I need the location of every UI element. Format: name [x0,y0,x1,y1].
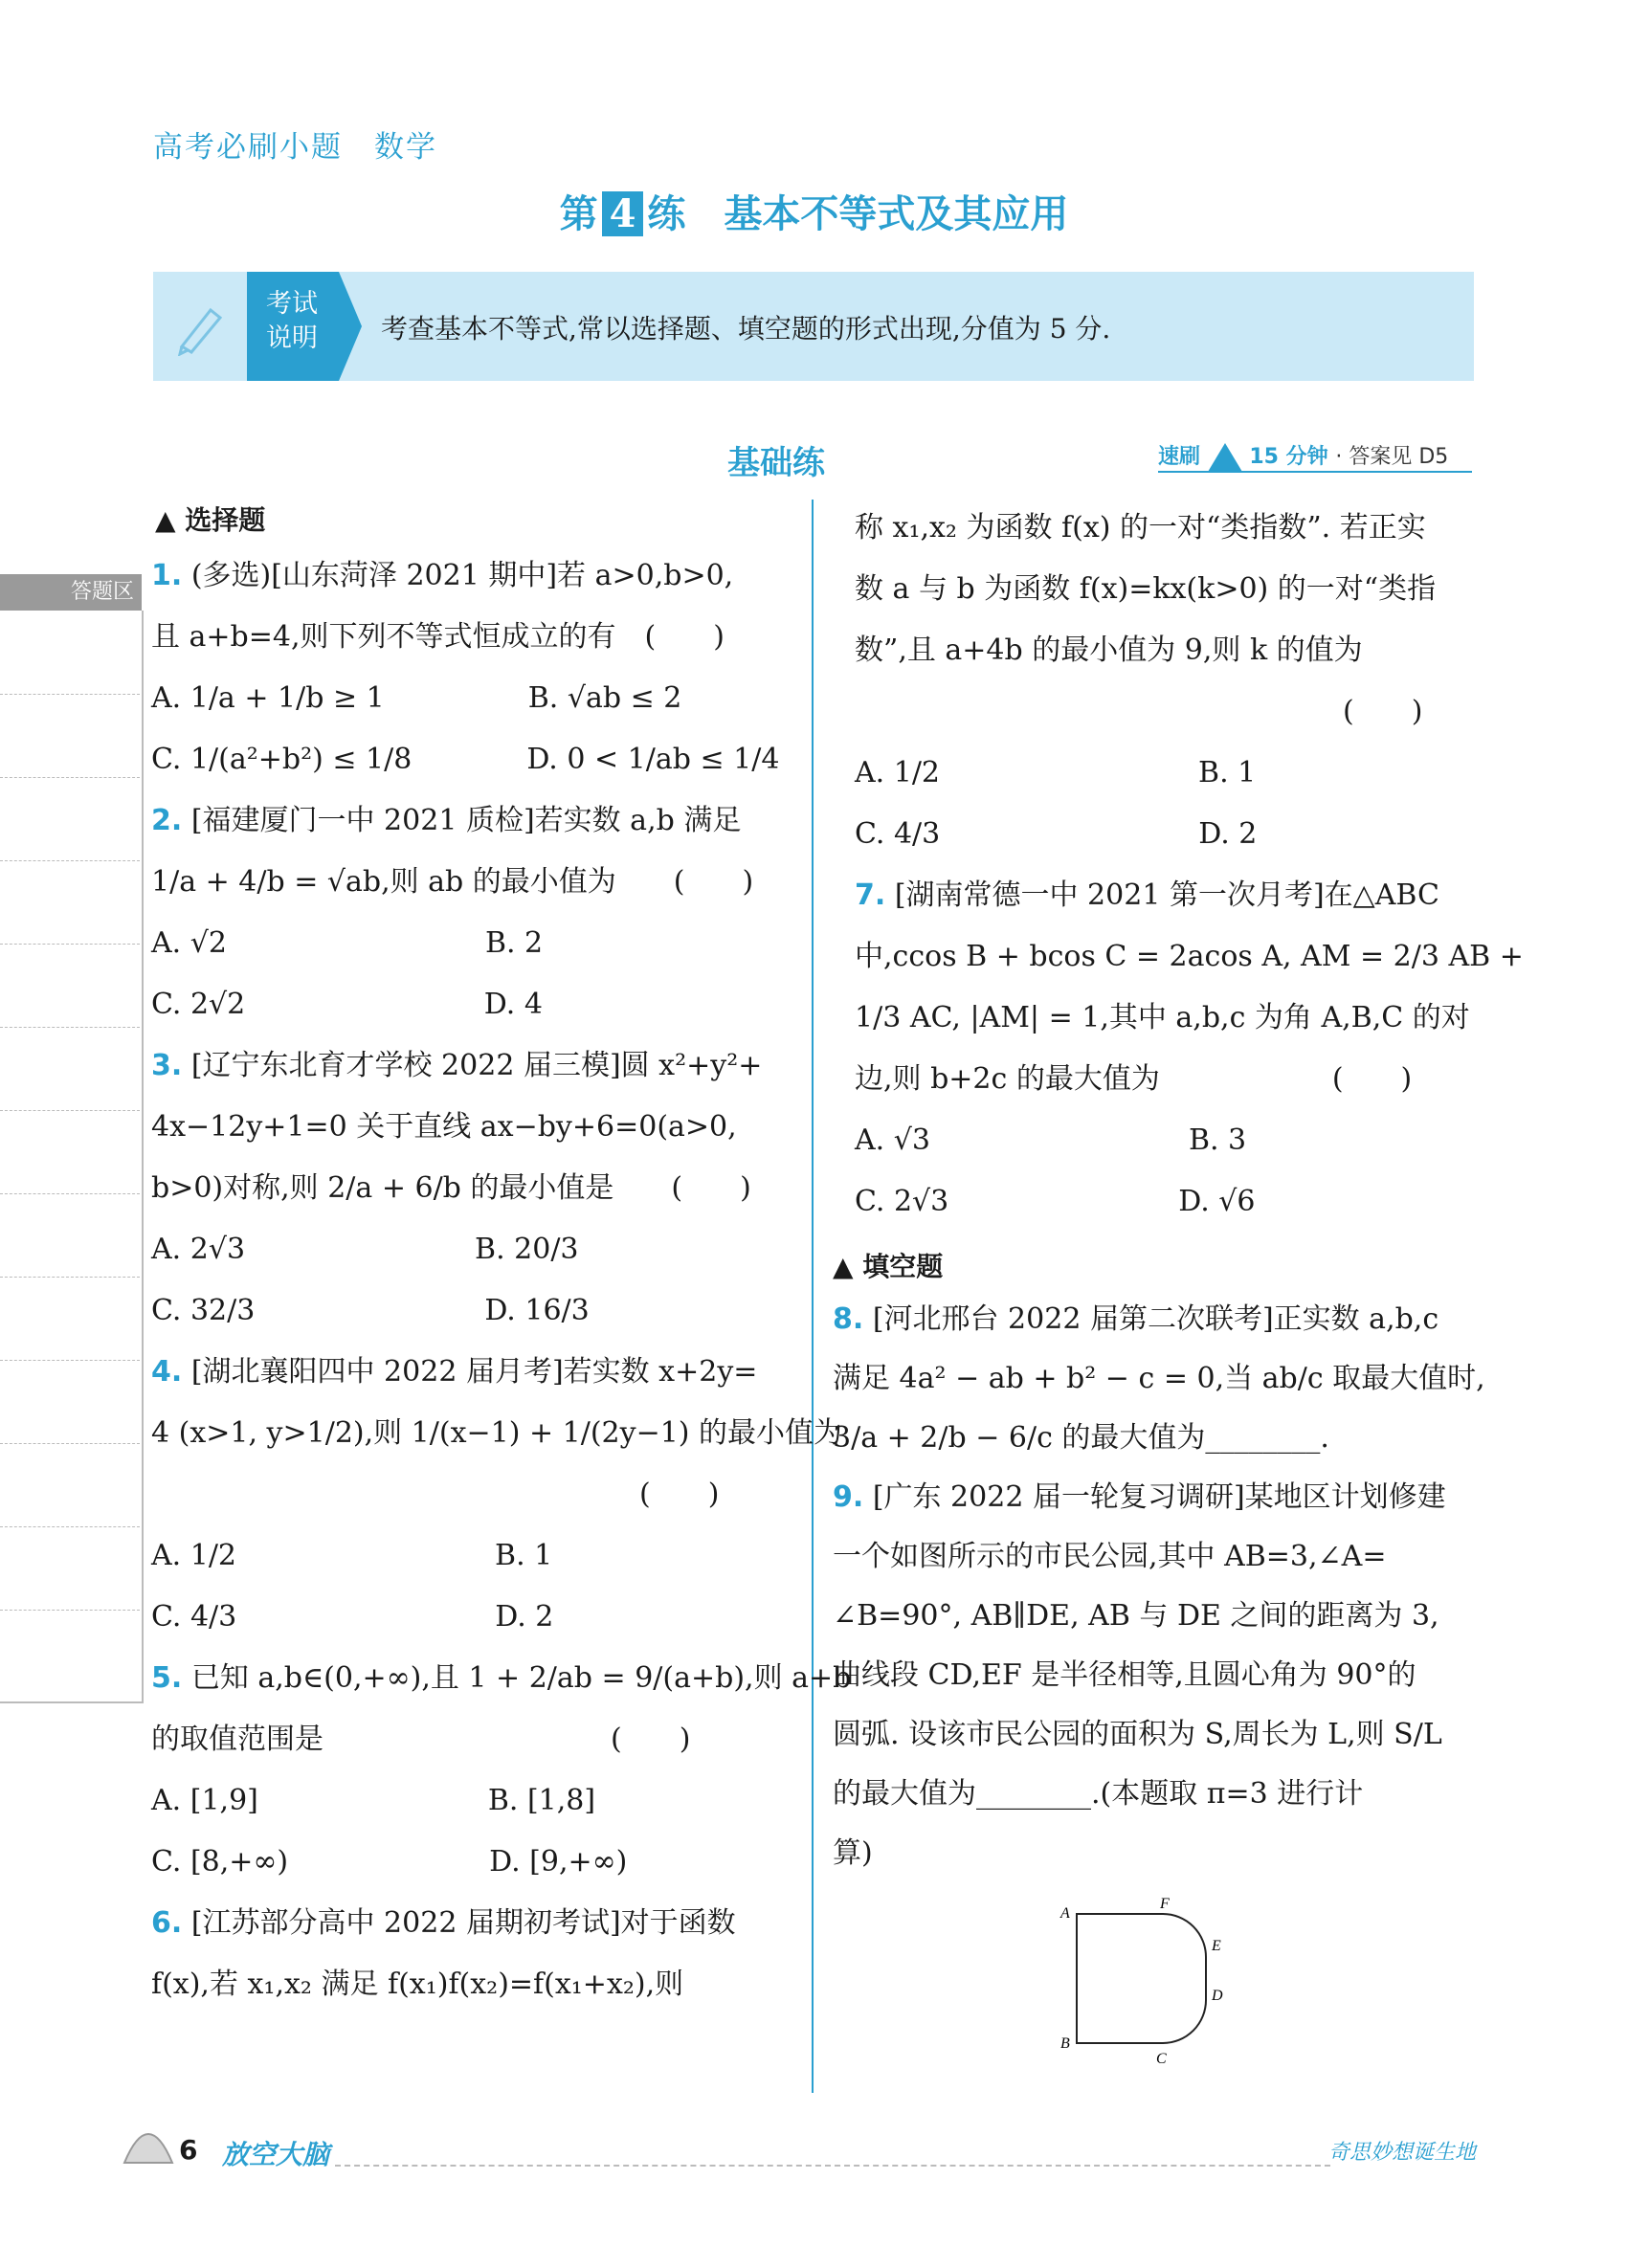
question-text: 曲线段 CD,EF 是半径相等,且圆心角为 90°的 [833,1658,1416,1692]
question-text: A. √2 B. 2 [151,926,544,960]
question-line [151,545,797,607]
question-line [151,1035,797,1097]
question-line [855,559,1467,620]
question-line [151,1403,843,1464]
speed-badge [1158,440,1448,472]
title-text: 练 基本不等式及其应用 [647,191,1069,236]
series-title: 高考必刷小题 数学 [153,130,437,165]
question-line [833,1290,1469,1349]
question-line [833,1705,1469,1765]
question-text: A. √3 B. 3 [855,1123,1247,1157]
question-text: 且 a+b=4,则下列不等式恒成立的有 ( ) [151,620,725,654]
speed-underline [1158,471,1472,473]
question-text: 数 a 与 b 为函数 f(x)=kx(k>0) 的一对“类指 [855,572,1437,606]
answer-area[interactable] [0,611,144,1703]
question-line [855,926,1524,988]
question-line [151,1097,797,1158]
question-line [151,1954,797,2015]
question-text: A. 1/2 B. 1 [151,1539,553,1572]
question-line [151,1280,797,1342]
mascot-icon [115,2105,182,2172]
figure-label-d: D [1212,1988,1223,2004]
page-title [0,184,1628,238]
question-text: C. [8,+∞) D. [9,+∞) [151,1845,628,1879]
question-text: 边,则 b+2c 的最大值为 ( ) [855,1062,1413,1096]
question-line [151,1342,797,1403]
speed-minutes: 15 [1249,445,1279,469]
fill-heading [833,1246,943,1284]
question-line [151,729,797,790]
question-line [151,1709,797,1770]
title-prefix: 第 [559,191,598,236]
question-text: 1/3 AC, |AM| = 1,其中 a,b,c 为角 A,B,C 的对 [855,1001,1470,1034]
question-line [151,790,797,852]
question-line [151,668,797,729]
question-text: 4 (x>1, y>1/2),则 1/(x−1) + 1/(2y−1) 的最小值为 [151,1416,843,1450]
footer-brand: 放空大脑 [222,2139,330,2170]
question-text: A. 2√3 B. 20/3 [151,1233,579,1266]
question-text: f(x),若 x₁,x₂ 满足 f(x₁)f(x₂)=f(x₁+x₂),则 [151,1968,684,2001]
question-line [151,1464,797,1525]
question-line [833,1646,1469,1705]
figure-label-b: B [1060,2035,1070,2052]
banner-label: 考试说明 [266,289,318,353]
question-text: [福建厦门一中 2021 质检]若实数 a,b 满足 [182,804,742,837]
answer-line [0,1526,140,1527]
answer-line [0,777,140,778]
question-number: 3. [151,1049,183,1082]
question-text: 的取值范围是 ( ) [151,1723,691,1756]
figure-label-f: F [1160,1896,1170,1912]
answer-line [0,1193,140,1194]
question-number: 4. [151,1355,183,1389]
answer-line [0,1443,140,1444]
pen-icon [172,299,230,356]
question-line [151,1219,797,1280]
title-number: 4 [602,191,644,236]
speed-unit: 分钟 [1285,445,1328,469]
question-text: (多选)[山东菏泽 2021 期中]若 a>0,b>0, [182,559,734,592]
question-number: 5. [151,1661,183,1695]
question-line [855,1049,1467,1110]
question-line [151,607,797,668]
question-line [151,1832,797,1893]
question-text: 圆弧. 设该市民公园的面积为 S,周长为 L,则 S/L [833,1718,1442,1751]
question-number: 8. [833,1302,864,1336]
question-text: A. 1/a + 1/b ≥ 1 B. √ab ≤ 2 [151,681,682,715]
question-line [151,1770,797,1832]
question-line [855,1171,1467,1233]
answer-line [0,694,140,695]
answer-area-tab: 答题区 [0,574,142,611]
question-line [833,1587,1469,1646]
question-text: [广东 2022 届一轮复习调研]某地区计划修建 [863,1480,1446,1514]
choice-heading [155,500,265,538]
answer-line [0,1360,140,1361]
question-text: 1/a + 4/b = √ab,则 ab 的最小值为 ( ) [151,865,754,899]
question-text: A. 1/2 B. 1 [855,756,1257,789]
triangle-icon [1208,443,1242,472]
warning-triangle-icon: ▲ [155,504,186,536]
question-text: [河北邢台 2022 届第二次联考]正实数 a,b,c [863,1302,1439,1336]
question-text: 称 x₁,x₂ 为函数 f(x) 的一对“类指数”. 若正实 [855,511,1426,545]
question-text: 的最大值为________.(本题取 π=3 进行计 [833,1777,1364,1811]
question-line [855,498,1467,559]
question-text: A. [1,9] B. [1,8] [151,1784,596,1817]
answer-ref: · 答案见 D5 [1335,445,1449,469]
question-text: 3/a + 2/b − 6/c 的最大值为________. [833,1421,1329,1455]
question-line [151,1648,852,1709]
question-text: 算) [833,1836,873,1870]
question-line [855,681,1467,743]
question-text: 满足 4a² − ab + b² − c = 0,当 ab/c 取最大值时, [833,1362,1485,1395]
question-text: ( ) [855,695,1423,728]
question-line [151,1158,797,1219]
page-number: 6 [179,2134,198,2166]
question-text: b>0)对称,则 2/a + 6/b 的最小值是 ( ) [151,1171,751,1205]
question-number: 1. [151,559,183,592]
question-number: 2. [151,804,183,837]
question-text: C. 2√3 D. √6 [855,1185,1256,1218]
question-line [151,1587,797,1648]
footer-motto: 奇思妙想诞生地 [1328,2141,1477,2165]
question-line [151,974,797,1035]
figure-label-a: A [1060,1905,1070,1922]
question-line [833,1824,1469,1883]
answer-line [0,860,140,861]
question-line [855,988,1470,1049]
footer-line [335,2165,1330,2167]
question-text: C. 1/(a²+b²) ≤ 1/8 D. 0 < 1/ab ≤ 1/4 [151,743,780,776]
answer-line [0,944,140,945]
question-number: 6. [151,1906,183,1940]
question-line [833,1527,1469,1587]
question-line [833,1349,1485,1409]
question-line [855,620,1467,681]
choice-heading-label: 选择题 [185,504,266,536]
question-line [855,1110,1467,1171]
question-line [855,804,1467,865]
right-question-list-bottom [833,1290,1485,1883]
answer-line [0,1610,140,1611]
question-text: [湖北襄阳四中 2022 届月考]若实数 x+2y= [182,1355,758,1389]
banner-text: 考查基本不等式,常以选择题、填空题的形式出现,分值为 5 分. [381,313,1111,345]
question-line [855,743,1467,804]
figure-label-c: C [1156,2051,1167,2067]
warning-triangle-icon: ▲ [833,1251,863,1282]
answer-line [0,1277,140,1278]
question-text: [湖南常德一中 2021 第一次月考]在△ABC [885,878,1439,912]
figure-label-e: E [1212,1938,1221,1954]
question-number: 9. [833,1480,864,1514]
question-line [151,852,797,913]
question-text: C. 32/3 D. 16/3 [151,1294,590,1327]
question-text: 数”,且 a+4b 的最小值为 9,则 k 的值为 [855,634,1363,667]
answer-line [0,1110,140,1111]
fill-heading-label: 填空题 [862,1251,944,1282]
question-text: ( ) [151,1478,720,1511]
question-line [151,1893,797,1954]
question-text: C. 2√2 D. 4 [151,988,543,1021]
speed-prefix: 速刷 [1158,445,1201,469]
question-text: C. 4/3 D. 2 [855,817,1258,851]
question-line [833,1765,1469,1824]
question-line [833,1468,1469,1527]
section-title: 基础练 [727,444,825,482]
park-figure [1053,1895,1263,2086]
question-text: 一个如图所示的市民公园,其中 AB=3,∠A= [833,1540,1387,1573]
question-text: 中,ccos B + bcos C = 2acos A, AM = 2/3 AB + [855,940,1524,973]
right-question-list-top [855,498,1524,1233]
question-line [833,1409,1469,1468]
column-divider [812,500,814,2093]
question-text: [江苏部分高中 2022 届期初考试]对于函数 [182,1906,736,1940]
question-line [855,865,1467,926]
question-text: ∠B=90°, AB∥DE, AB 与 DE 之间的距离为 3, [833,1599,1439,1633]
question-text: C. 4/3 D. 2 [151,1600,554,1634]
answer-line [0,1027,140,1028]
question-line [151,1525,797,1587]
left-question-list [151,545,852,2015]
question-text: 已知 a,b∈(0,+∞),且 1 + 2/ab = 9/(a+b),则 a+b [182,1661,852,1695]
question-text: 4x−12y+1=0 关于直线 ax−by+6=0(a>0, [151,1110,737,1144]
question-number: 7. [855,878,886,912]
question-text: [辽宁东北育才学校 2022 届三模]圆 x²+y²+ [182,1049,763,1082]
question-line [151,913,797,974]
